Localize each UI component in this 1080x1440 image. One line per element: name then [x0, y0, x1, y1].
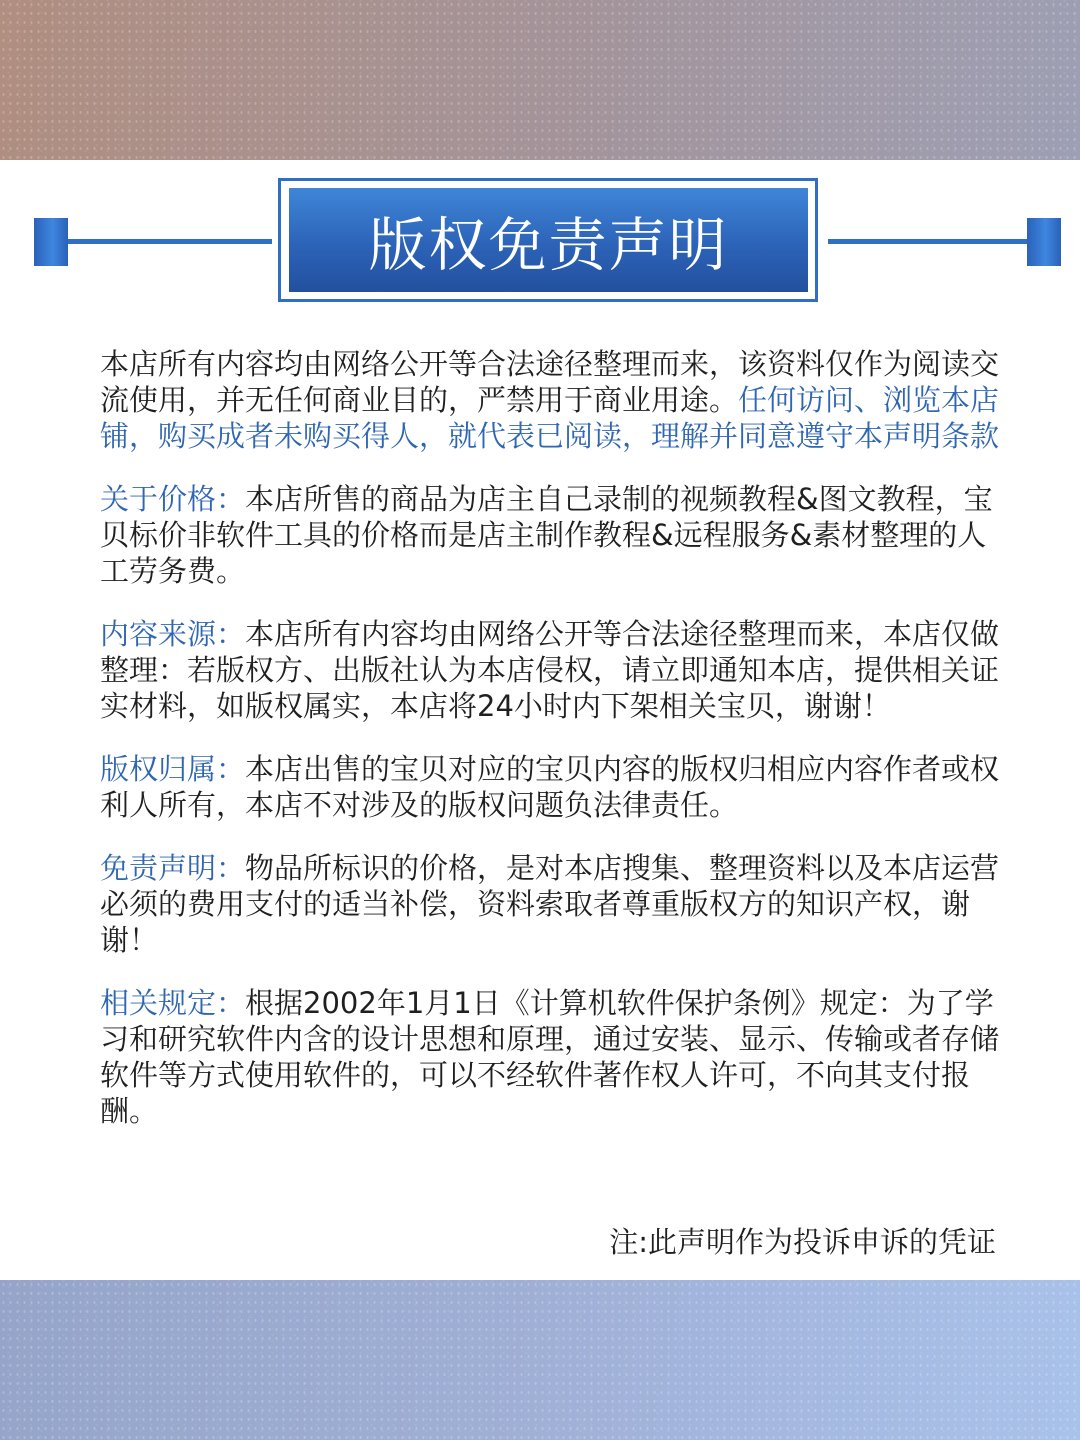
paragraph-label: 版权归属：: [100, 752, 246, 786]
title-decoration-left-block: [34, 218, 68, 266]
paragraph-content-source: [100, 616, 1000, 724]
paragraph-text: 本店出售的宝贝对应的宝贝内容的版权归相应内容作者或权利人所有，本店不对涉及的版权问题负法律责任。: [100, 752, 1000, 822]
paragraph-intro: [100, 346, 1000, 454]
paragraph-text: 物品所标识的价格，是对本店搜集、整理资料以及本店运营必须的费用支付的适当补偿，资料索取者尊重版权方的知识产权，谢谢！: [100, 851, 1000, 957]
top-background-band: [0, 0, 1080, 160]
disclaimer-body: [100, 346, 1000, 1156]
paragraph-text: 本店所有内容均由网络公开等合法途径整理而来，本店仅做整理：若版权方、出版社认为本店侵权，请立即通知本店，提供相关证实材料，如版权属实，本店将24小时内下架相关宝贝，谢谢！: [100, 617, 1000, 723]
paragraph-disclaimer: [100, 850, 1000, 958]
title-decoration-right-block: [1027, 218, 1061, 266]
footer-note: 注:此声明作为投诉申诉的凭证: [609, 1225, 996, 1259]
paragraph-text: 本店所有内容均由网络公开等合法途径整理而来，该资料仅作为阅读交流使用，并无任何商业目的，严禁用于商业用途。: [100, 347, 1000, 417]
paragraph-highlight: 任何访问、浏览本店铺，购买成者未购买得人，就代表已阅读，理解并同意遵守本声明条款: [100, 383, 1000, 453]
paragraph-copyright-ownership: [100, 751, 1000, 823]
paragraph-text: 根据2002年1月1日《计算机软件保护条例》规定：为了学习和研究软件内含的设计思想和原理，通过安装、显示、传输或者存储软件等方式使用软件的，可以不经软件著作权人许可，不向其支付报酬。: [100, 986, 1000, 1128]
paragraph-text: 本店所售的商品为店主自己录制的视频教程&图文教程，宝贝标价非软件工具的价格而是店主制作教程&远程服务&素材整理的人工劳务费。: [100, 482, 993, 588]
title-banner: [289, 188, 808, 292]
title-decoration-left-line: [68, 239, 272, 244]
paragraph-label: 免责声明：: [100, 851, 246, 885]
title-decoration-right-line: [828, 239, 1027, 244]
paragraph-label: 关于价格：: [100, 482, 246, 516]
page-title: 版权免责声明: [368, 211, 729, 279]
paragraph-pricing: [100, 481, 1000, 589]
bottom-background-band: [0, 1280, 1080, 1440]
paragraph-label: 相关规定：: [100, 986, 246, 1020]
paragraph-label: 内容来源：: [100, 617, 246, 651]
paragraph-regulations: [100, 985, 1000, 1129]
